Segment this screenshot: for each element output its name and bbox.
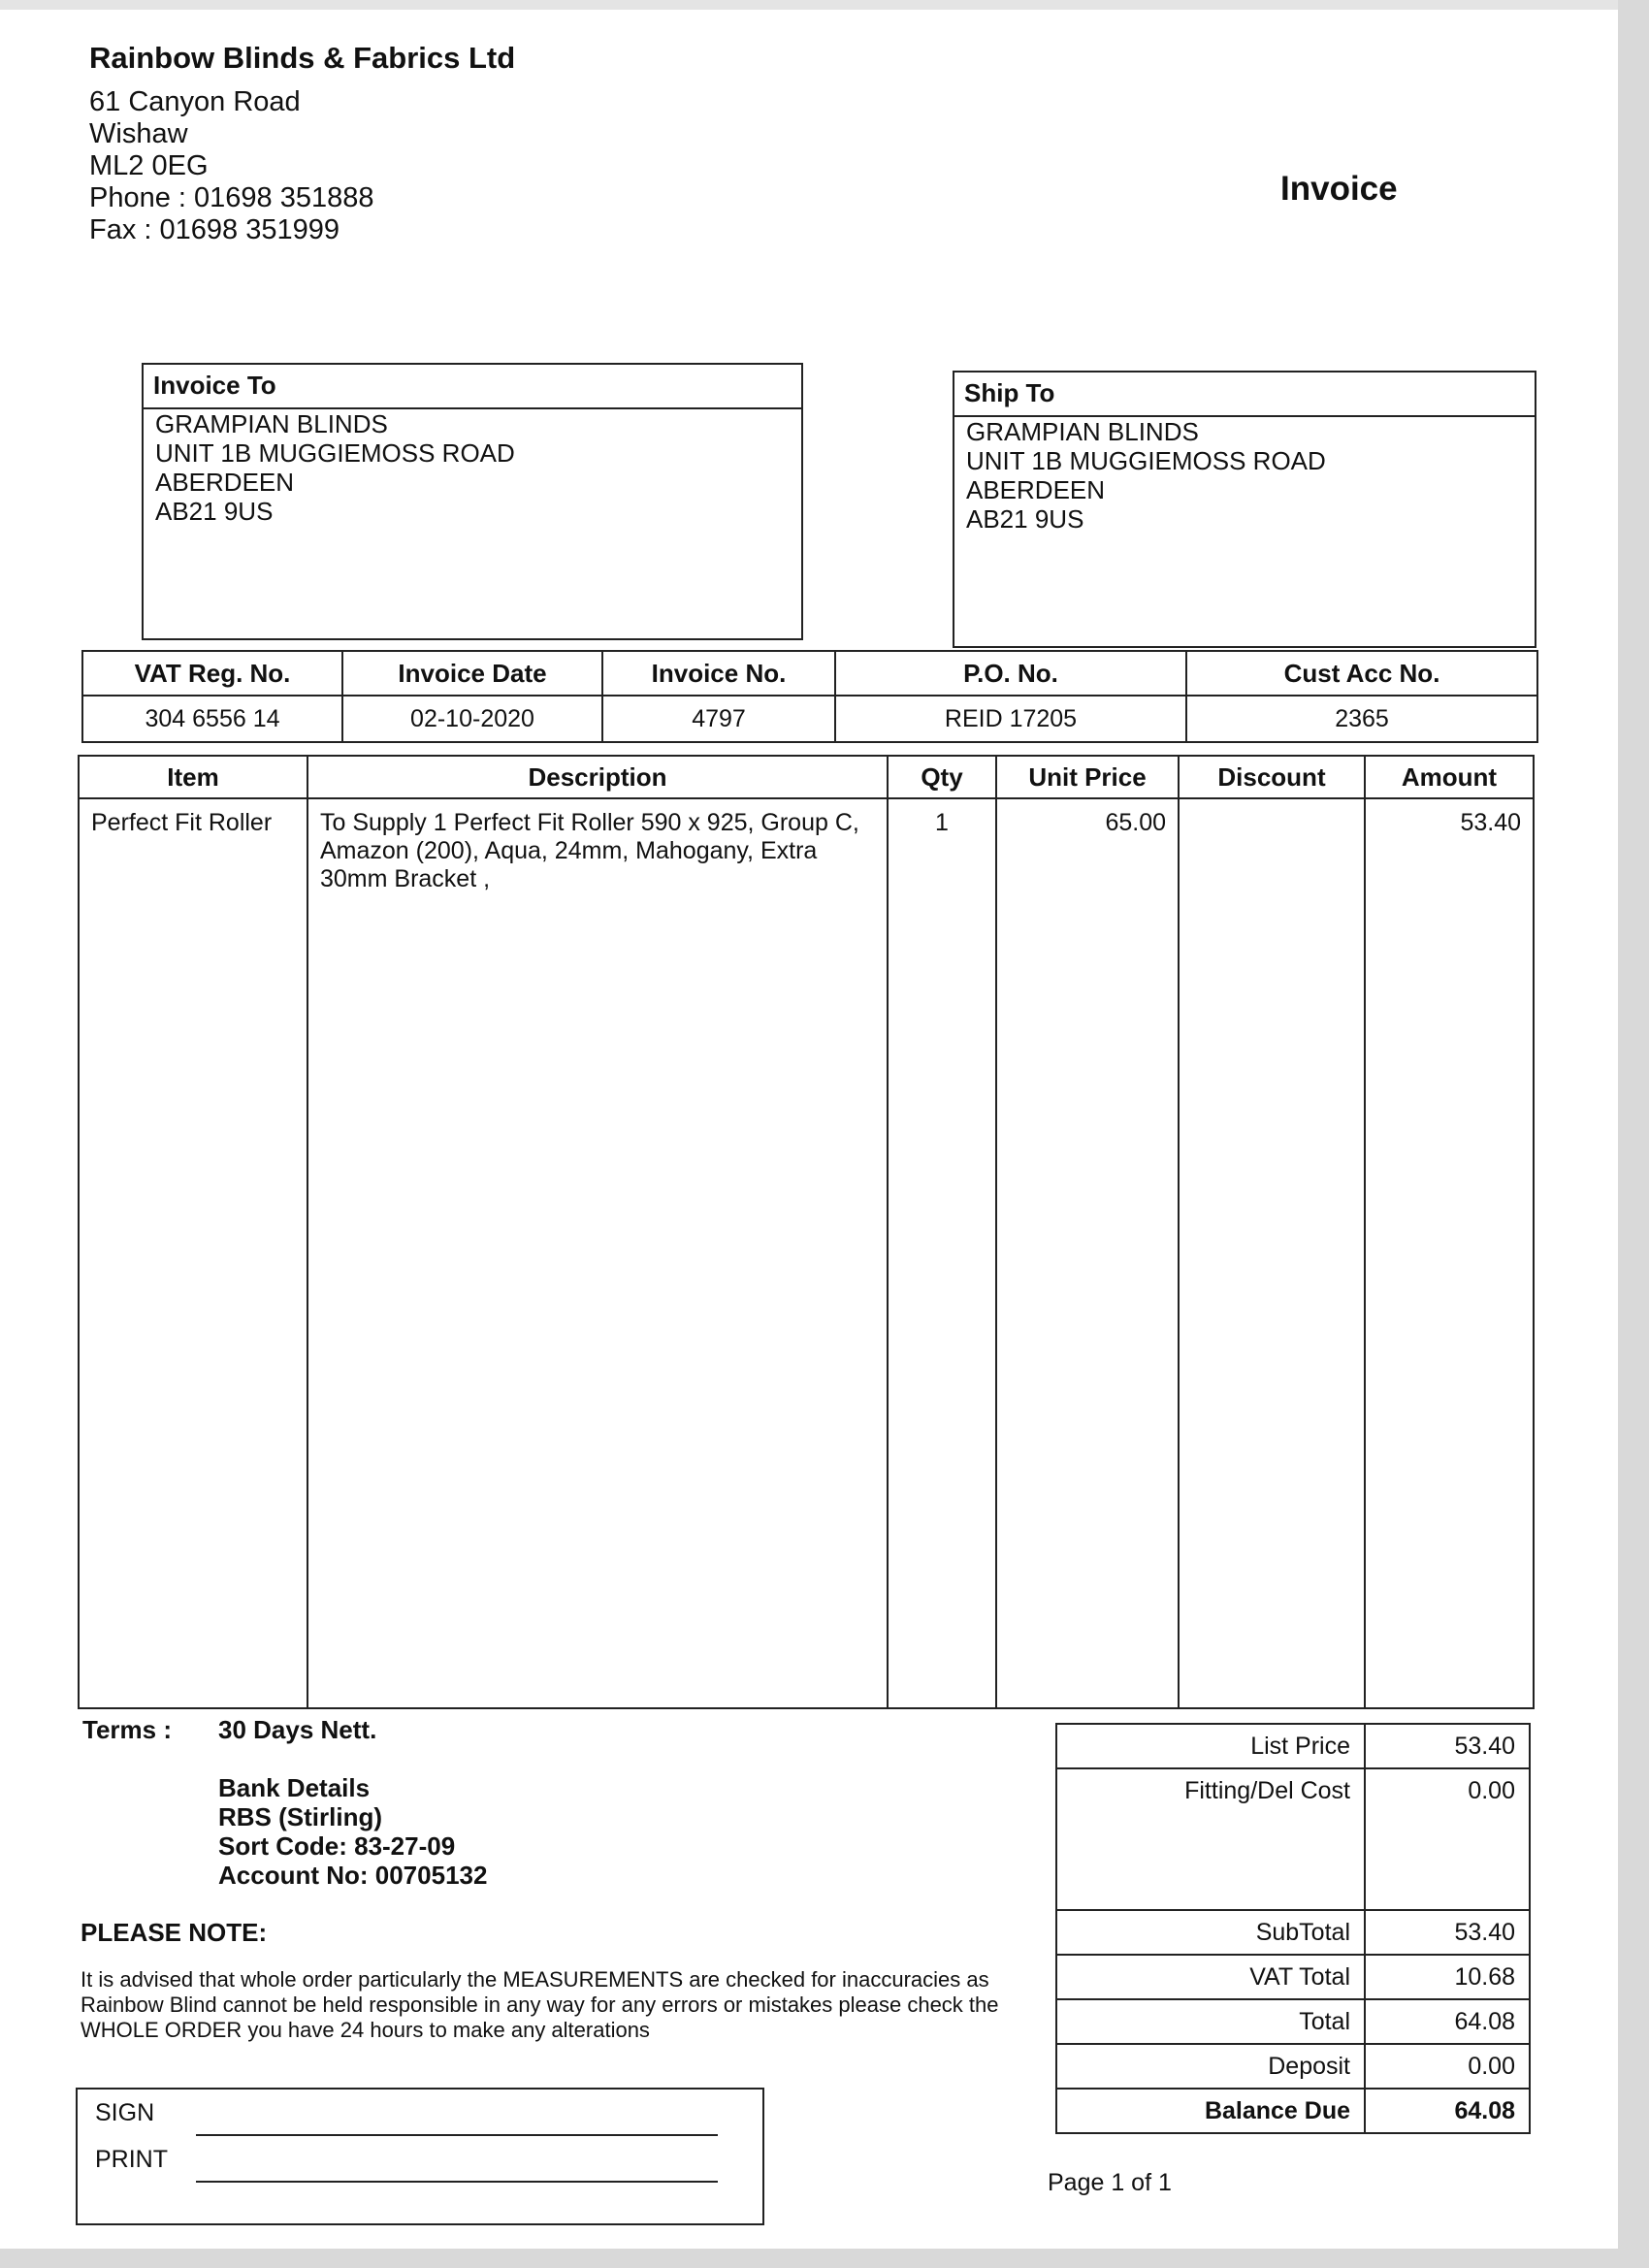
terms-label: Terms : [82, 1715, 172, 1744]
deposit-label: Deposit [1056, 2044, 1365, 2089]
fitting-value: 0.00 [1365, 1768, 1530, 1910]
ship-to-heading: Ship To [954, 373, 1535, 417]
table-row [79, 798, 1534, 1708]
signature-box [76, 2088, 764, 2225]
totals-table [1055, 1723, 1531, 2134]
item-qty: 1 [888, 798, 996, 1708]
item-discount [1179, 798, 1365, 1708]
list-price-label: List Price [1056, 1724, 1365, 1768]
item-name: Perfect Fit Roller [79, 798, 307, 1708]
ref-header-invoice-no: Invoice No. [602, 651, 835, 696]
items-header-discount: Discount [1179, 756, 1365, 798]
bank-name: RBS (Stirling) [218, 1802, 382, 1831]
items-header-unit-price: Unit Price [996, 756, 1179, 798]
invoice-to-line: UNIT 1B MUGGIEMOSS ROAD [155, 438, 515, 468]
vat-reg-no: 304 6556 14 [82, 696, 342, 742]
items-table [78, 755, 1535, 1709]
subtotal-label: SubTotal [1056, 1910, 1365, 1955]
print-line[interactable] [196, 2181, 718, 2183]
vat-total-value: 10.68 [1365, 1955, 1530, 1999]
terms-value: 30 Days Nett. [218, 1715, 377, 1744]
balance-due-value: 64.08 [1365, 2089, 1530, 2133]
ship-to-line: GRAMPIAN BLINDS [966, 417, 1199, 446]
invoice-to-heading: Invoice To [144, 365, 801, 409]
company-phone: Phone : 01698 351888 [89, 182, 374, 213]
reference-table [81, 650, 1538, 743]
items-header-item: Item [79, 756, 307, 798]
company-address-line: Wishaw [89, 118, 188, 149]
item-unit-price: 65.00 [996, 798, 1179, 1708]
balance-due-label: Balance Due [1056, 2089, 1365, 2133]
scan-edge-top [0, 0, 1649, 10]
total-label: Total [1056, 1999, 1365, 2044]
scan-edge-bottom [0, 2249, 1649, 2268]
bank-heading: Bank Details [218, 1773, 371, 1802]
fitting-label: Fitting/Del Cost [1056, 1768, 1365, 1910]
item-description: To Supply 1 Perfect Fit Roller 590 x 925, Group C, Amazon (200), Aqua, 24mm, Mahogany, Extra 30mm Bracket , [307, 798, 888, 1708]
scan-edge-right [1618, 0, 1649, 2268]
deposit-value: 0.00 [1365, 2044, 1530, 2089]
items-header-qty: Qty [888, 756, 996, 798]
sort-code: Sort Code: 83-27-09 [218, 1831, 456, 1861]
ref-header-cust-acc: Cust Acc No. [1186, 651, 1537, 696]
document-title: Invoice [1280, 170, 1398, 208]
items-header-amount: Amount [1365, 756, 1534, 798]
invoice-to-box [142, 363, 803, 640]
company-address-line: 61 Canyon Road [89, 86, 301, 117]
ship-to-line: ABERDEEN [966, 475, 1106, 504]
ref-header-po: P.O. No. [835, 651, 1186, 696]
note-heading: PLEASE NOTE: [81, 1918, 268, 1947]
ship-to-line: AB21 9US [966, 504, 1084, 534]
invoice-date: 02-10-2020 [342, 696, 602, 742]
list-price-value: 53.40 [1365, 1724, 1530, 1768]
subtotal-value: 53.40 [1365, 1910, 1530, 1955]
sign-line[interactable] [196, 2134, 718, 2136]
ref-header-date: Invoice Date [342, 651, 602, 696]
items-header-description: Description [307, 756, 888, 798]
company-fax: Fax : 01698 351999 [89, 214, 340, 245]
company-name: Rainbow Blinds & Fabrics Ltd [89, 41, 516, 75]
invoice-to-line: ABERDEEN [155, 468, 295, 497]
po-number: REID 17205 [835, 696, 1186, 742]
page-number: Page 1 of 1 [1048, 2169, 1172, 2196]
note-text: It is advised that whole order particularly the MEASUREMENTS are checked for inaccuracies as Rainbow Blind cannot be held responsible in any way for any errors or mistakes please check the WHOLE ORDER you have 24 hours to make any alterations [81, 1967, 999, 2042]
ship-to-line: UNIT 1B MUGGIEMOSS ROAD [966, 446, 1326, 475]
print-label: PRINT [95, 2146, 168, 2173]
vat-total-label: VAT Total [1056, 1955, 1365, 1999]
total-value: 64.08 [1365, 1999, 1530, 2044]
invoice-to-line: AB21 9US [155, 497, 274, 526]
company-address-line: ML2 0EG [89, 150, 209, 181]
invoice-number: 4797 [602, 696, 835, 742]
account-number: Account No: 00705132 [218, 1861, 488, 1890]
ref-header-vat: VAT Reg. No. [82, 651, 342, 696]
item-amount: 53.40 [1365, 798, 1534, 1708]
sign-label: SIGN [95, 2099, 155, 2126]
cust-acc-no: 2365 [1186, 696, 1537, 742]
invoice-to-line: GRAMPIAN BLINDS [155, 409, 388, 438]
ship-to-box [953, 371, 1536, 648]
